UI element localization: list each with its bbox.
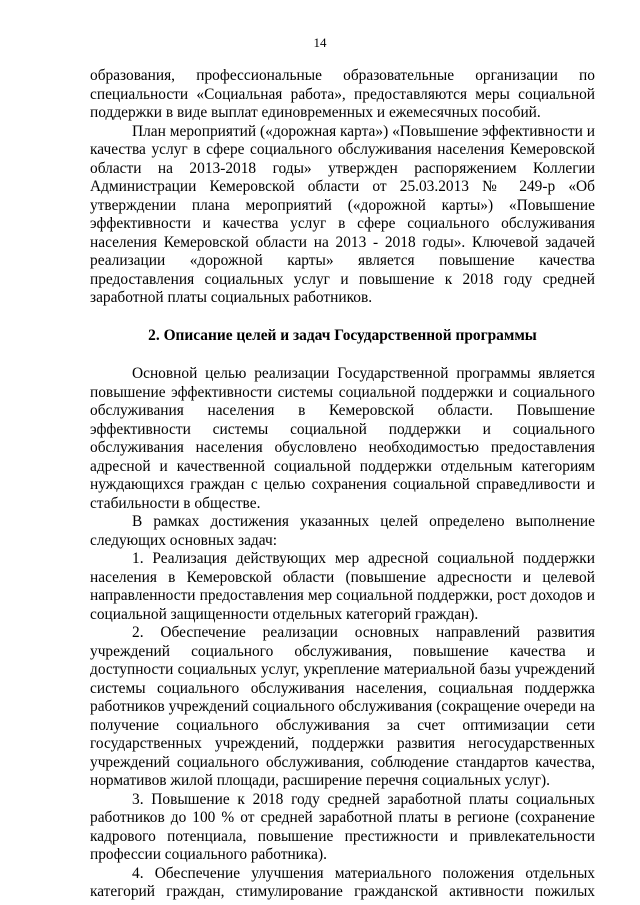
task-item-4: 4. Обеспечение улучшения материального положения отдельных категорий граждан, стимулирование гражданской активности пожилых [90,864,595,900]
task-item-2: 2. Обеспечение реализации основных направлений развития учреждений социального обслуживания, повышение качества и доступности социальных услуг, укрепление материальной базы учреждений системы социального обслуживания населения, социальная поддержка работников учреждений социального обслуживания (сокращение очереди на получение социального обслуживания за счет оптимизации сети государственных учреждений, поддержки развития негосударственных учреждений социального обслуживания, соблюдение стандартов качества, нормативов жилой площади, расширение перечня социальных услуг). [90,624,595,789]
paragraph-tasks-intro: В рамках достижения указанных целей определено выполнение следующих основных задач: [90,513,595,549]
section-heading: 2. Описание целей и задач Государственной программы [148,326,537,344]
task-item-1: 1. Реализация действующих мер адресной социальной поддержки населения в Кемеровской области (повышение адресности и целевой направленности предоставления мер социальной поддержки, рост доходов и социальной защищенности отдельных категорий граждан). [90,550,595,623]
paragraph-roadmap: План мероприятий («дорожная карта») «Повышение эффективности и качества услуг в сфере социального обслуживания населения Кемеровской области на 2013-2018 годы» утвержден распоряжением Коллегии Администрации Кемеровской области от 25.03.2013 № 249-р «Об утверждении плана мероприятий («дорожной карты») «Повышение эффективности и качества услуг в сфере социального обслуживания населения Кемеровской области на 2013 - 2018 годы». Ключевой задачей реализации «дорожной карты» является повышение качества предоставления социальных услуг и повышение к 2018 году средней заработной платы социальных работников. [90,122,595,306]
page-number: 14 [313,35,327,50]
paragraph-main-goal: Основной целью реализации Государственной программы является повышение эффективности системы социальной поддержки и социального обслуживания населения в Кемеровской области. Повышение эффективности системы социальной поддержки и социального обслуживания населения обусловлено необходимостью предоставления адресной и качественной социальной поддержки отдельным категориям нуждающихся граждан с целью сохранения социальной справедливости и стабильности в обществе. [90,365,595,512]
paragraph-continuation: образования, профессиональные образовательные организации по специальности «Социальная работа», предоставляются меры социальной поддержки в виде выплат единовременных и ежемесячных пособий. [90,67,595,121]
task-item-3: 3. Повышение к 2018 году средней заработной платы социальных работников до 100 % от средней заработной платы в регионе (сохранение кадрового потенциала, повышение престижности и привлекательности профессии социального работника). [90,790,595,863]
page-body [90,67,595,902]
